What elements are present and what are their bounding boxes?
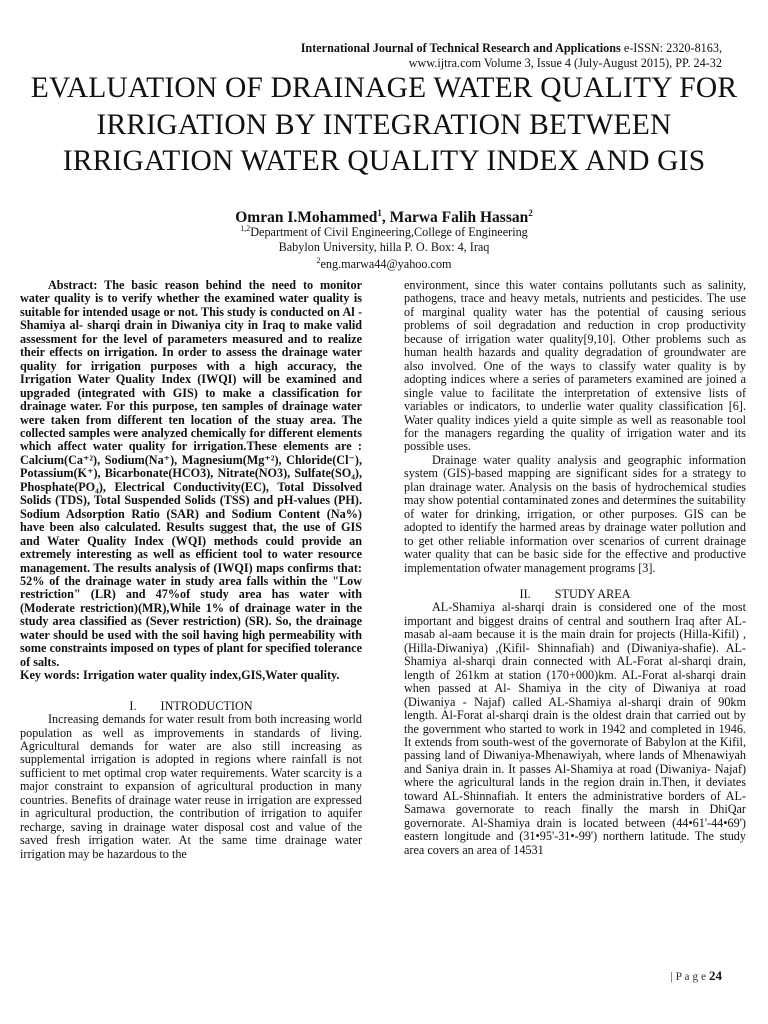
abstract — [20, 279, 362, 683]
study-area-paragraph: AL-Shamiya al-sharqi drain is considered one of the most important and biggest drains of central and southern Iraq after AL-masab al-aam because it is the main drain for projects (Hilla-Kifil) , (Hilla-Diwaniya) ,(Kifil- Shinnafiah) and (Diwaniya-shafie). AL-Shamiya al-sharqi drain connected with AL-Forat al-sharqi drain, length of 261km at station (170+000)km. AL-Forat al-sharqi drain when passed at Al- Shamiya in the city of Diwaniya at road (Diwaniya - Najaf) called AL-Shamiya al-sharqi drain of 90km length. Al-Forat al-sharqi drain is the oldest drain that carried out by the government who started to work in 1942 and completed in 1946. It extends from south-west of the governorate of Babylon at the Kifil, passing land of Diwaniya-Mhenawiyah, where lands of Mhenawiyah and Saniya drain in. It passes Al-Shamiya at road (Diwaniya- Najaf) where the agricultural lands in the region drain in.Then, it deviates toward AL-Shinnafiah. It enters the administrative borders of AL-Samawa governorate to reach finally the marsh in DhiQar governorate. Al-Shamiya drain is located between (44•61'-44•69') eastern longitude and (31•95'-31•-99') northern latitude. The study area covers an area of 14531 — [404, 600, 746, 857]
keywords: Key words: Irrigation water quality index,GIS,Water quality. — [20, 668, 340, 683]
journal-volume-line: www.ijtra.com Volume 3, Issue 4 (July-August 2015), PP. 24-32 — [408, 56, 722, 70]
section-heading-introduction — [20, 700, 362, 713]
author-email: eng.marwa44@yahoo.com — [320, 257, 452, 272]
author-2: Marwa Falih Hassan — [389, 209, 529, 227]
section-number: II. — [519, 586, 531, 601]
email-sup: 2 — [316, 256, 321, 266]
page-label: | P a g e — [670, 971, 709, 983]
affiliation — [0, 222, 768, 272]
journal-title-line — [222, 41, 722, 56]
left-column — [20, 279, 362, 861]
journal-name: International Journal of Technical Research and Applications — [300, 41, 621, 55]
affiliation-department: Department of Civil Engineering,College of Engineering — [250, 225, 528, 240]
affiliation-line-2: Babylon University, hilla P. O. Box: 4, Iraq — [278, 239, 490, 254]
affiliation-sup: 1,2 — [240, 224, 251, 233]
paper-title: EVALUATION OF DRAINAGE WATER QUALITY FOR IRRIGATION BY INTEGRATION BETWEEN IRRIGATION WATER QUALITY INDEX AND GIS — [30, 72, 738, 177]
journal-header — [222, 41, 722, 71]
abstract-text: Abstract: The basic reason behind the need to monitor water quality is to verify whether the examined water quality is suitable for intended usage or not. This study is conducted on Al -Shamiya al- sharqi drain in Diwaniya city in Iraq to make valid assessment for the level of parameters measured and to realize their effects on irrigation. In order to assess the drainage water quality for irrigation purposes with a high accuracy, the Irrigation Water Quality Index (IWQI) will be examined and upgraded (integrated with GIS) to make a classification for drainage water. For this purpose, ten samples of drainage water were taken from different ten location of the stuay area. The collected samples were analyzed chemically for different elements which affect water quality for irrigation.These elements are : Calcium(Ca⁺²), Sodium(Na⁺), Magnesium(Mg⁺²), Chloride(Cl⁻), Potassium(K⁺), Bicarbonate(HCO3), Nitrate(NO3), Sulfate(SO₄), Phosphate(PO₄), Electrical Conductivity(EC), Total Dissolved Solids (TDS), Total Suspended Solids (TSS) and pH-values (PH). Sodium Adsorption Ratio (SAR) and Sodium Content (Na%) have been also calculated. Results suggest that, the use of GIS and Water Quality Index (WQI) methods could provide an extremely interesting as well as efficient tool to water resource management. The results analysis of (IWQI) maps confirms that: 52% of the drainage water in study area falls within the "Low restriction" (LR) and 47%of study area has water with (Moderate restriction)(MR),While 1% of drainage water in the study area classified as (Sever restriction) (SR). So, the drainage water should be used with the soil having high permeability with some constraints imposed on types of plant for specified tolerance of salts. — [20, 278, 362, 669]
author-1: Omran I.Mohammed — [235, 209, 378, 227]
section-number: I. — [129, 698, 137, 713]
section-title: STUDY AREA — [554, 586, 631, 601]
page-number: 24 — [709, 968, 722, 983]
introduction-paragraph-1-continued: environment, since this water contains pollutants such as salinity, pathogens, trace and heavy metals, nutrients and pesticides. The use of marginal quality water has the potential of causing serious problems of soil degradation and reduction in crop productivity because of irrigation water quality[9,10]. Other problems such as human health hazards and quality degradation of groundwater are also involved. One of the ways to classify water quality is by adopting indices where a series of parameters examined are joined a single value to facilitate the interpretation of extensive lists of variables or indicators, to underlie water quality classification [6]. Water quality indices yield a quite simple as well as reasonable tool for the managers regarding the quality of irrigation water and its possible uses. — [404, 278, 746, 454]
author-1-sup: 1 — [377, 208, 382, 218]
section-heading-study-area — [404, 588, 746, 601]
section-title: INTRODUCTION — [160, 698, 253, 713]
introduction-paragraph-1: Increasing demands for water result from both increasing world population as well as improvements in standards of living. Agricultural demands for water are also still increasing as supplemental irrigation is adopted in regions where rainfall is not sufficient to met optimal crop water requirements. Water scarcity is a major constraint to expansion of agricultural production in many countries. Benefits of drainage water reuse in irrigation are expressed in agricultural production, the contribution of irrigation to aquifer recharge, saving in drainage water disposal cost and value of the saved fresh irrigation water. At the same time drainage water irrigation may be hazardous to the — [20, 712, 362, 861]
right-column — [404, 279, 746, 857]
author-separator: , — [381, 209, 390, 227]
author-2-sup: 2 — [528, 208, 533, 218]
affiliation-email-line — [0, 254, 768, 272]
affiliation-line-1 — [0, 222, 768, 240]
journal-issn: e-ISSN: 2320-8163, — [620, 41, 722, 55]
introduction-paragraph-2: Drainage water quality analysis and geographic information system (GIS)-based mapping are significant sides for a strategy to plan drainage water. Analysis on the basis of hydrochemical studies may show potential contaminated zones and determines the suitability of water for drinking, irrigation, or other purposes. GIS can be adopted to identify the harmed areas by drainage water pollution and to get other reliable information over scenarios of current drainage water quality that can be basic side for the effective and productive implementation ofwater management programs [3]. — [404, 452, 746, 575]
page-footer — [670, 968, 722, 984]
